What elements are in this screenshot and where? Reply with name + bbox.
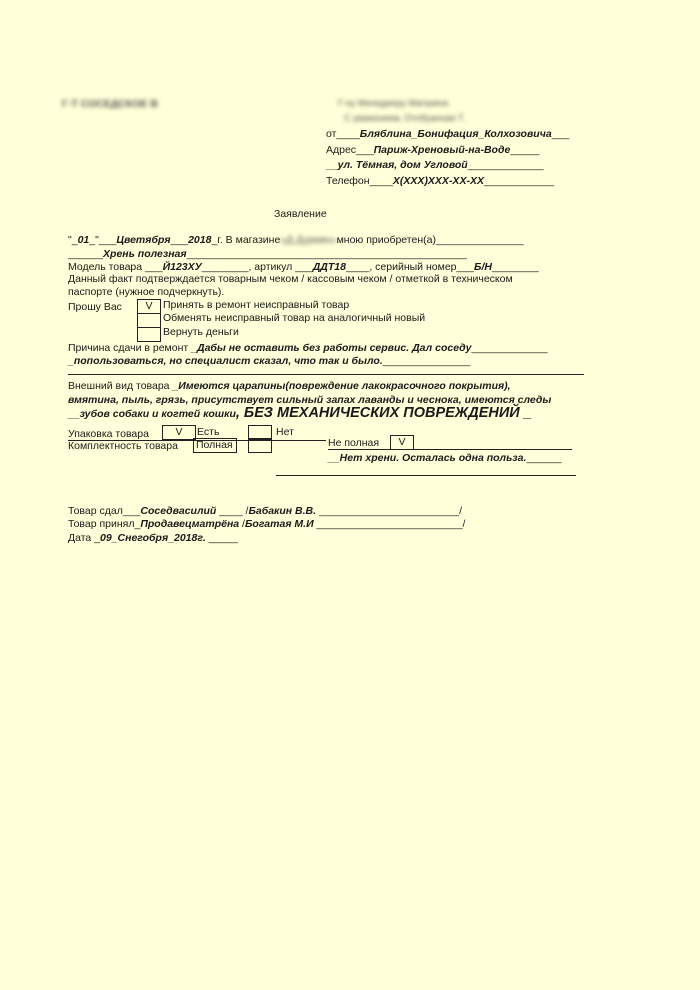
appearance-value-1: _Имеются царапины(повреждение лакокрасочного покрытия), xyxy=(172,380,511,392)
purchase-suffix: мною приобретен(а)_______________ xyxy=(336,234,524,246)
received-tail: _________________________/ xyxy=(313,518,466,530)
completeness-note-line xyxy=(328,452,561,465)
appearance-value-3: __зубов собаки и когтей кошки xyxy=(68,408,236,420)
phone-line xyxy=(326,175,554,188)
product-line xyxy=(68,248,467,261)
product-value: Хрень полезная xyxy=(103,248,187,260)
handed-mid: ____ / xyxy=(216,505,249,517)
reason-blank-line xyxy=(68,374,584,375)
serial-value: Б/Н xyxy=(474,261,492,273)
request-label: Прошу Вас xyxy=(68,301,122,313)
handed-signature: Соседвасилий xyxy=(140,505,217,517)
phone-label: Телефон xyxy=(326,175,370,187)
address-prefix: ___ xyxy=(356,144,374,156)
date-value: 09_Снегобря_2018г. xyxy=(100,532,206,544)
completeness-full-box[interactable]: Полная xyxy=(193,438,237,453)
option-repair-checkbox[interactable]: V xyxy=(137,299,161,314)
date-label: Дата _ xyxy=(68,532,101,544)
serial-tail: ________ xyxy=(491,261,539,273)
address-suffix: _____ xyxy=(510,144,540,156)
serial-label: ____, серийный номер___ xyxy=(345,261,475,273)
handed-line xyxy=(68,505,462,518)
model-label: Модель товара ___ xyxy=(68,261,163,273)
purchase-month: Цветября xyxy=(116,234,171,246)
date-line xyxy=(68,532,238,545)
model-value: Й123ХУ xyxy=(162,261,202,273)
received-name: Богатая М.И xyxy=(244,518,314,530)
reason-line-2 xyxy=(68,355,470,368)
received-mid: / xyxy=(239,518,245,530)
from-line xyxy=(326,128,569,141)
street-suffix: _____________ xyxy=(467,159,544,171)
option-exchange-checkbox[interactable] xyxy=(137,313,161,328)
appearance-label: Внешний вид товара xyxy=(68,380,170,392)
handed-name: Бабакин В.В. xyxy=(248,505,317,517)
from-value: Бляблина_Бонифация_Колхозовича xyxy=(359,128,552,140)
completeness-full-checkbox[interactable] xyxy=(248,438,272,453)
appearance-value-2: вмятина, пыль, грязь, присутствует сильный запах лаванды и чеснока, имеются следы xyxy=(68,394,552,406)
received-signature: Продавецматрёна xyxy=(140,518,240,530)
reason-label: Причина сдачи в ремонт xyxy=(68,342,189,354)
option-repair-label: Принять в ремонт неисправный товар xyxy=(163,299,350,311)
purchase-shop-label: _г. В магазине xyxy=(211,234,281,246)
purchase-quote-close: _"___ xyxy=(89,234,117,246)
article-value: ДДТ18 xyxy=(312,261,346,273)
completeness-partial-label: Не полная xyxy=(328,437,380,449)
packaging-no-label: Нет xyxy=(276,426,294,438)
street-line xyxy=(326,159,544,172)
address-value: Париж-Хреновый-на-Воде xyxy=(373,144,511,156)
purchase-gap: ___ xyxy=(170,234,189,246)
date-tail: _____ xyxy=(205,532,238,544)
appearance-line-3 xyxy=(68,407,532,421)
from-label: от xyxy=(326,128,337,140)
packaging-yes-label: Есть xyxy=(197,426,220,438)
from-suffix: ___ xyxy=(551,128,570,140)
reason-value-1: _Дабы не оставить без работы сервис. Дал соседу xyxy=(191,342,472,354)
address-label: Адрес xyxy=(326,144,357,156)
blurred-header-left: Г-Т СОСЕДСКОЕ В xyxy=(62,98,158,110)
recipient-line-1: Г-ну Менеджеру Магазина xyxy=(338,98,449,108)
completeness-note: __Нет хрени. Осталась одна польза. xyxy=(328,452,527,464)
confirm-text-1: Данный факт подтверждается товарным чеком / кассовым чеком / отметкой в техническом xyxy=(68,273,513,285)
received-line xyxy=(68,518,465,531)
street-value: __ул. Тёмная, дом Угловой xyxy=(326,159,468,171)
packaging-label: Упаковка товара xyxy=(68,428,149,440)
product-suffix: ________________________________________________ xyxy=(186,248,467,260)
recipient-line-2: С уважением, Отобранная Т. xyxy=(344,113,465,123)
completeness-partial-checkbox[interactable]: V xyxy=(390,435,414,450)
appearance-no-damage: , БЕЗ МЕХАНИЧЕСКИХ ПОВРЕЖДЕНИЙ _ xyxy=(235,405,532,421)
phone-value: Х(ХХХ)ХХХ-ХХ-ХХ xyxy=(392,175,484,187)
completeness-blank-line xyxy=(276,475,576,476)
option-refund-checkbox[interactable] xyxy=(137,327,161,342)
reason-value-2: _попользоваться, но специалист сказал, что так и было. xyxy=(68,355,383,367)
from-prefix: ____ xyxy=(336,128,360,140)
purchase-year: 2018 xyxy=(188,234,212,246)
address-line xyxy=(326,144,539,157)
reason-suffix-1: _____________ xyxy=(471,342,548,354)
handed-label: Товар сдал___ xyxy=(68,505,141,517)
completeness-label: Комплектность товара xyxy=(68,440,178,452)
handed-tail: ________________________/ xyxy=(316,505,463,517)
completeness-underline xyxy=(328,449,572,450)
completeness-note-suffix: ______ xyxy=(526,452,562,464)
packaging-yes-checkbox[interactable]: V xyxy=(162,425,196,440)
article-label: ________, артикул ___ xyxy=(201,261,313,273)
reason-line-1 xyxy=(68,342,547,355)
reason-suffix-2: _______________ xyxy=(382,355,471,367)
appearance-line-1 xyxy=(68,380,511,393)
option-exchange-label: Обменять неисправный товар на аналогичный новый xyxy=(163,312,426,324)
phone-suffix: ____________ xyxy=(483,175,555,187)
phone-prefix: ____ xyxy=(369,175,393,187)
confirm-text-2: паспорте (нужное подчеркнуть). xyxy=(68,286,225,298)
document-title: Заявление xyxy=(274,208,327,220)
option-refund-label: Вернуть деньги xyxy=(163,326,239,338)
received-label: Товар принял_ xyxy=(68,518,141,530)
purchase-day: 01 xyxy=(77,234,90,246)
purchase-quote-open: "_ xyxy=(68,234,78,246)
shop-name-blurred: «Д Дуркин» xyxy=(280,234,337,246)
product-prefix: ______ xyxy=(68,248,104,260)
purchase-line xyxy=(68,234,524,247)
